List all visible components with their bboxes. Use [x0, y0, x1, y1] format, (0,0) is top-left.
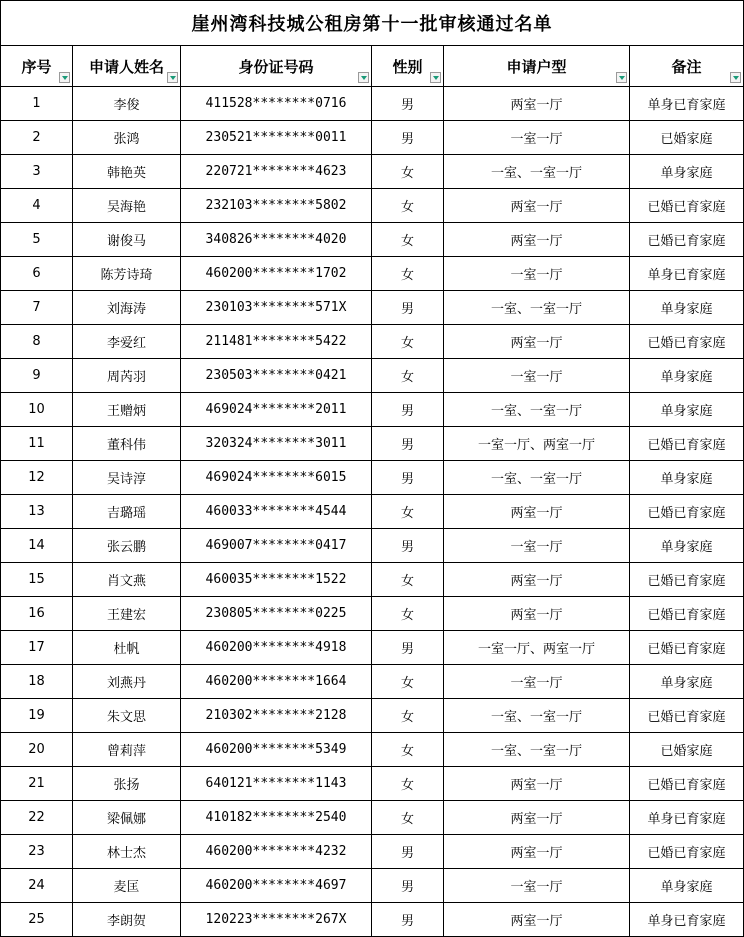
cell-name: 董科伟	[73, 427, 181, 461]
cell-seq: 15	[1, 563, 73, 597]
cell-note: 单身已育家庭	[630, 903, 744, 937]
cell-name: 曾莉萍	[73, 733, 181, 767]
cell-gender: 女	[372, 563, 444, 597]
cell-gender: 女	[372, 733, 444, 767]
cell-note: 单身已育家庭	[630, 801, 744, 835]
cell-id-number: 460200********4918	[181, 631, 372, 665]
cell-gender: 男	[372, 393, 444, 427]
table-row	[1, 563, 744, 597]
cell-gender: 男	[372, 461, 444, 495]
cell-gender: 女	[372, 801, 444, 835]
cell-seq: 14	[1, 529, 73, 563]
cell-note: 已婚家庭	[630, 733, 744, 767]
cell-note: 已婚已育家庭	[630, 631, 744, 665]
cell-name: 李俊	[73, 87, 181, 121]
cell-unit-type: 两室一厅	[444, 801, 630, 835]
dropdown-filter-icon[interactable]	[59, 72, 70, 83]
cell-name: 韩艳英	[73, 155, 181, 189]
cell-note: 已婚已育家庭	[630, 563, 744, 597]
table-row	[1, 869, 744, 903]
cell-unit-type: 一室一厅、两室一厅	[444, 631, 630, 665]
cell-name: 李爱红	[73, 325, 181, 359]
cell-gender: 女	[372, 665, 444, 699]
cell-seq: 13	[1, 495, 73, 529]
cell-unit-type: 两室一厅	[444, 767, 630, 801]
table-row	[1, 325, 744, 359]
table-row	[1, 597, 744, 631]
cell-unit-type: 一室、一室一厅	[444, 291, 630, 325]
cell-unit-type: 两室一厅	[444, 223, 630, 257]
table-row	[1, 291, 744, 325]
table-row	[1, 257, 744, 291]
cell-note: 单身已育家庭	[630, 87, 744, 121]
cell-note: 已婚已育家庭	[630, 223, 744, 257]
cell-unit-type: 一室一厅	[444, 359, 630, 393]
cell-name: 陈芳诗琦	[73, 257, 181, 291]
header-label: 申请人姓名	[88, 57, 164, 76]
cell-seq: 4	[1, 189, 73, 223]
dropdown-filter-icon[interactable]	[616, 72, 627, 83]
cell-id-number: 460200********1664	[181, 665, 372, 699]
cell-id-number: 230503********0421	[181, 359, 372, 393]
header-label: 身份证号码	[238, 57, 314, 76]
cell-id-number: 460033********4544	[181, 495, 372, 529]
cell-gender: 女	[372, 257, 444, 291]
cell-gender: 男	[372, 869, 444, 903]
cell-name: 张云鹏	[73, 529, 181, 563]
cell-unit-type: 一室一厅	[444, 257, 630, 291]
cell-unit-type: 两室一厅	[444, 563, 630, 597]
table-row	[1, 801, 744, 835]
cell-name: 朱文思	[73, 699, 181, 733]
cell-seq: 23	[1, 835, 73, 869]
cell-seq: 5	[1, 223, 73, 257]
cell-name: 麦匡	[73, 869, 181, 903]
cell-id-number: 460200********5349	[181, 733, 372, 767]
cell-unit-type: 一室一厅	[444, 121, 630, 155]
cell-unit-type: 一室、一室一厅	[444, 733, 630, 767]
cell-seq: 19	[1, 699, 73, 733]
cell-seq: 8	[1, 325, 73, 359]
cell-unit-type: 两室一厅	[444, 903, 630, 937]
cell-seq: 12	[1, 461, 73, 495]
cell-gender: 男	[372, 631, 444, 665]
cell-unit-type: 两室一厅	[444, 87, 630, 121]
table-row	[1, 733, 744, 767]
cell-name: 张鸿	[73, 121, 181, 155]
cell-seq: 7	[1, 291, 73, 325]
cell-name: 王赠炳	[73, 393, 181, 427]
cell-gender: 女	[372, 223, 444, 257]
header-seq	[1, 46, 73, 87]
table-title: 崖州湾科技城公租房第十一批审核通过名单	[1, 1, 744, 46]
cell-name: 张扬	[73, 767, 181, 801]
header-label: 性别	[392, 57, 423, 76]
cell-name: 谢俊马	[73, 223, 181, 257]
cell-note: 已婚家庭	[630, 121, 744, 155]
cell-gender: 男	[372, 87, 444, 121]
cell-id-number: 410182********2540	[181, 801, 372, 835]
cell-id-number: 320324********3011	[181, 427, 372, 461]
cell-id-number: 230805********0225	[181, 597, 372, 631]
cell-name: 林士杰	[73, 835, 181, 869]
header-type	[444, 46, 630, 87]
cell-seq: 2	[1, 121, 73, 155]
cell-name: 周芮羽	[73, 359, 181, 393]
table-row	[1, 427, 744, 461]
table-body	[1, 87, 744, 937]
cell-seq: 22	[1, 801, 73, 835]
cell-name: 刘燕丹	[73, 665, 181, 699]
cell-id-number: 469024********2011	[181, 393, 372, 427]
header-id	[181, 46, 372, 87]
cell-seq: 24	[1, 869, 73, 903]
cell-id-number: 230521********0011	[181, 121, 372, 155]
cell-name: 吴诗淳	[73, 461, 181, 495]
cell-seq: 3	[1, 155, 73, 189]
cell-note: 单身家庭	[630, 393, 744, 427]
cell-unit-type: 两室一厅	[444, 597, 630, 631]
cell-gender: 女	[372, 597, 444, 631]
cell-unit-type: 两室一厅	[444, 189, 630, 223]
cell-gender: 男	[372, 903, 444, 937]
cell-name: 王建宏	[73, 597, 181, 631]
cell-name: 李朗贺	[73, 903, 181, 937]
cell-name: 吴海艳	[73, 189, 181, 223]
cell-id-number: 411528********0716	[181, 87, 372, 121]
cell-note: 已婚已育家庭	[630, 427, 744, 461]
cell-unit-type: 两室一厅	[444, 495, 630, 529]
table-row	[1, 359, 744, 393]
cell-note: 单身家庭	[630, 359, 744, 393]
table-row	[1, 631, 744, 665]
header-label: 备注	[671, 57, 702, 76]
cell-id-number: 640121********1143	[181, 767, 372, 801]
cell-note: 已婚已育家庭	[630, 597, 744, 631]
dropdown-filter-icon[interactable]	[358, 72, 369, 83]
table-row	[1, 495, 744, 529]
table-row	[1, 835, 744, 869]
table-row	[1, 461, 744, 495]
cell-note: 已婚已育家庭	[630, 835, 744, 869]
cell-gender: 女	[372, 155, 444, 189]
cell-note: 已婚已育家庭	[630, 325, 744, 359]
cell-gender: 女	[372, 189, 444, 223]
cell-seq: 18	[1, 665, 73, 699]
table-row	[1, 189, 744, 223]
table-row	[1, 903, 744, 937]
cell-gender: 男	[372, 121, 444, 155]
cell-id-number: 340826********4020	[181, 223, 372, 257]
cell-id-number: 211481********5422	[181, 325, 372, 359]
cell-id-number: 230103********571X	[181, 291, 372, 325]
dropdown-filter-icon[interactable]	[430, 72, 441, 83]
header-label: 序号	[21, 57, 52, 76]
cell-unit-type: 一室、一室一厅	[444, 699, 630, 733]
cell-unit-type: 一室一厅	[444, 869, 630, 903]
table-row	[1, 393, 744, 427]
title-row	[1, 1, 744, 46]
header-note	[630, 46, 744, 87]
cell-seq: 17	[1, 631, 73, 665]
cell-unit-type: 一室、一室一厅	[444, 155, 630, 189]
cell-unit-type: 一室、一室一厅	[444, 461, 630, 495]
cell-unit-type: 两室一厅	[444, 835, 630, 869]
cell-name: 肖文燕	[73, 563, 181, 597]
cell-gender: 女	[372, 325, 444, 359]
cell-gender: 男	[372, 529, 444, 563]
cell-note: 单身家庭	[630, 665, 744, 699]
cell-name: 梁佩娜	[73, 801, 181, 835]
header-name	[73, 46, 181, 87]
cell-id-number: 460035********1522	[181, 563, 372, 597]
table-row	[1, 121, 744, 155]
cell-note: 已婚已育家庭	[630, 699, 744, 733]
cell-note: 单身已育家庭	[630, 257, 744, 291]
cell-name: 吉璐瑶	[73, 495, 181, 529]
table-row	[1, 529, 744, 563]
cell-unit-type: 一室一厅	[444, 529, 630, 563]
cell-seq: 9	[1, 359, 73, 393]
cell-id-number: 460200********4232	[181, 835, 372, 869]
cell-gender: 女	[372, 699, 444, 733]
cell-note: 单身家庭	[630, 529, 744, 563]
cell-unit-type: 一室一厅	[444, 665, 630, 699]
cell-note: 单身家庭	[630, 461, 744, 495]
cell-seq: 11	[1, 427, 73, 461]
cell-seq: 20	[1, 733, 73, 767]
cell-unit-type: 一室、一室一厅	[444, 393, 630, 427]
dropdown-filter-icon[interactable]	[730, 72, 741, 83]
cell-seq: 6	[1, 257, 73, 291]
table-row	[1, 87, 744, 121]
cell-id-number: 120223********267X	[181, 903, 372, 937]
cell-id-number: 469024********6015	[181, 461, 372, 495]
cell-seq: 10	[1, 393, 73, 427]
table-row	[1, 699, 744, 733]
cell-note: 单身家庭	[630, 155, 744, 189]
table-row	[1, 767, 744, 801]
cell-gender: 男	[372, 427, 444, 461]
cell-gender: 女	[372, 495, 444, 529]
cell-name: 杜帆	[73, 631, 181, 665]
cell-seq: 21	[1, 767, 73, 801]
cell-id-number: 469007********0417	[181, 529, 372, 563]
cell-id-number: 220721********4623	[181, 155, 372, 189]
cell-id-number: 460200********1702	[181, 257, 372, 291]
cell-gender: 男	[372, 835, 444, 869]
cell-note: 已婚已育家庭	[630, 767, 744, 801]
cell-id-number: 210302********2128	[181, 699, 372, 733]
cell-name: 刘海涛	[73, 291, 181, 325]
cell-gender: 男	[372, 291, 444, 325]
table-row	[1, 665, 744, 699]
cell-id-number: 232103********5802	[181, 189, 372, 223]
header-label: 申请户型	[506, 57, 567, 76]
header-row	[1, 46, 744, 87]
cell-note: 已婚已育家庭	[630, 189, 744, 223]
cell-id-number: 460200********4697	[181, 869, 372, 903]
cell-note: 已婚已育家庭	[630, 495, 744, 529]
header-gender	[372, 46, 444, 87]
cell-unit-type: 一室一厅、两室一厅	[444, 427, 630, 461]
cell-gender: 女	[372, 359, 444, 393]
cell-note: 单身家庭	[630, 869, 744, 903]
cell-note: 单身家庭	[630, 291, 744, 325]
cell-unit-type: 两室一厅	[444, 325, 630, 359]
cell-seq: 25	[1, 903, 73, 937]
cell-seq: 16	[1, 597, 73, 631]
cell-gender: 女	[372, 767, 444, 801]
table-row	[1, 223, 744, 257]
dropdown-filter-icon[interactable]	[167, 72, 178, 83]
table-row	[1, 155, 744, 189]
cell-seq: 1	[1, 87, 73, 121]
